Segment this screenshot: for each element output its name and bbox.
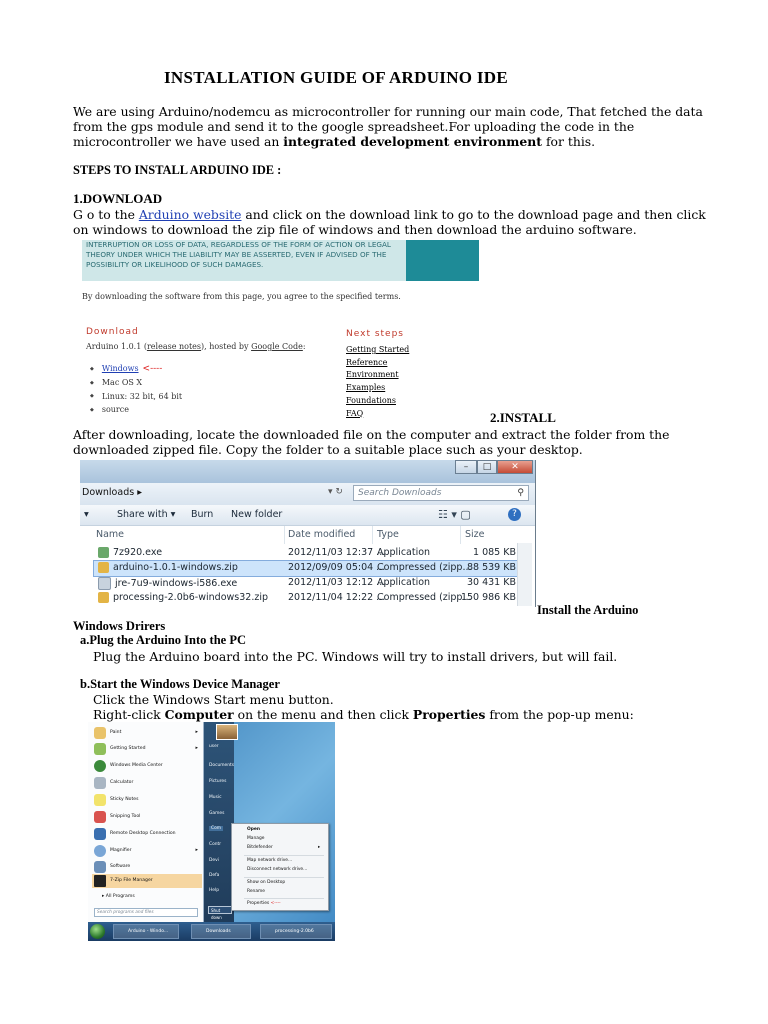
b-computer: Computer xyxy=(164,707,234,722)
place-pictures[interactable]: Pictures xyxy=(209,779,227,784)
start-item-software[interactable] xyxy=(92,860,202,874)
start-item-label: Magnifier xyxy=(110,848,132,853)
submenu-arrow-icon: ▸ xyxy=(195,729,198,735)
start-item-label: Sticky Notes xyxy=(110,797,139,802)
start-item-label: Paint xyxy=(110,730,122,735)
intro-bold: integrated development environment xyxy=(283,134,543,149)
start-menu-places xyxy=(204,722,234,922)
intro-paragraph xyxy=(73,104,713,149)
explorer-toolbar xyxy=(80,505,535,526)
maximize-button[interactable]: □ xyxy=(477,460,497,474)
start-item-label: Remote Desktop Connection xyxy=(110,831,176,836)
start-item-getting-started[interactable] xyxy=(92,742,202,756)
start-item-label: 7-Zip File Manager xyxy=(110,878,153,883)
license-line: POSSIBILITY OR LIKELIHOOD OF SUCH DAMAGES. xyxy=(86,260,264,269)
download-linux[interactable]: ◆ Linux: 32 bit, 64 bit xyxy=(90,390,182,404)
download-macos[interactable]: ◆ Mac OS X xyxy=(90,376,182,390)
red-arrow: <---- xyxy=(270,901,281,906)
remote-desktop-icon xyxy=(94,828,106,840)
file-name xyxy=(98,577,237,590)
file-date: 2012/11/03 12:12 ... xyxy=(288,577,386,588)
window-titlebar xyxy=(80,460,535,483)
minimize-button[interactable]: – xyxy=(455,460,477,474)
start-item-remote-desktop[interactable] xyxy=(92,827,202,841)
ctx-properties[interactable] xyxy=(247,901,281,906)
next-steps-heading: Next steps xyxy=(346,329,404,339)
download-options-list xyxy=(90,362,182,417)
file-size: 1 085 KB xyxy=(473,547,516,558)
agree-text: By downloading the software from this page, you agree to the specified terms. xyxy=(82,292,401,301)
file-name-text: 7z920.exe xyxy=(113,547,163,558)
submenu-arrow-icon: ▸ xyxy=(195,847,198,853)
refresh-icon[interactable]: ▾ ↻ xyxy=(328,487,343,497)
download-heading: 1.DOWNLOAD xyxy=(73,191,163,206)
ctx-rename[interactable]: Rename xyxy=(247,889,266,894)
all-programs-text: All Programs xyxy=(105,894,135,899)
install-heading: 2.INSTALL xyxy=(490,410,556,425)
snipping-tool-icon xyxy=(94,811,106,823)
help-icon[interactable]: ? xyxy=(508,508,521,521)
shutdown-button[interactable]: Shut down xyxy=(208,906,232,914)
column-type[interactable]: Type xyxy=(377,529,399,540)
version-mid: ), hosted by xyxy=(201,342,252,351)
ctx-disconnect-drive[interactable]: Disconnect network drive... xyxy=(247,867,308,872)
start-item-sticky-notes[interactable] xyxy=(92,793,202,807)
column-divider xyxy=(372,526,373,544)
file-name-text: jre-7u9-windows-i586.exe xyxy=(115,578,238,589)
search-input[interactable] xyxy=(353,485,529,501)
file-name xyxy=(98,592,268,603)
ctx-show-desktop[interactable]: Show on Desktop xyxy=(247,880,286,885)
organize-chevron-icon[interactable]: ▾ xyxy=(84,509,89,520)
user-avatar xyxy=(216,724,238,740)
next-step-link[interactable]: Examples xyxy=(346,383,386,393)
next-step-link[interactable]: FAQ xyxy=(346,408,364,418)
file-row[interactable] xyxy=(94,576,518,591)
download-page-screenshot xyxy=(82,240,482,425)
place-defaults[interactable]: Defa xyxy=(209,873,220,878)
ctx-map-drive[interactable]: Map network drive... xyxy=(247,858,293,863)
7zip-icon xyxy=(94,875,106,887)
file-row[interactable] xyxy=(94,591,518,606)
intro-text: We are using Arduino/nodemcu as microcontroller for running our main code, That fetched the data from the gps module and send it to the google spreadsheet.For uploading the code in the microcontroller we have used an xyxy=(73,104,703,149)
file-name-text: processing-2.0b6-windows32.zip xyxy=(113,592,268,603)
column-date[interactable]: Date modified xyxy=(288,529,356,540)
menu-divider xyxy=(244,877,324,878)
b-mid: on the menu and then click xyxy=(233,707,413,722)
place-help[interactable]: Help xyxy=(209,888,220,893)
place-control-panel[interactable]: Contr xyxy=(209,842,222,847)
next-steps-list xyxy=(346,344,409,420)
start-item-label: Snipping Tool xyxy=(110,814,141,819)
download-paragraph xyxy=(73,207,713,237)
download-post: and click on the download link to go to the download page and then click on windows to download the zip file of windows and then download the arduino software. xyxy=(73,207,706,237)
release-notes-link[interactable]: release notes xyxy=(146,342,201,351)
start-menu-programs xyxy=(88,722,204,922)
place-computer[interactable]: Com xyxy=(211,826,222,831)
sticky-notes-icon xyxy=(94,794,106,806)
file-type: Application xyxy=(377,577,431,588)
file-date: 2012/11/03 12:37 ... xyxy=(288,547,386,558)
ctx-open[interactable]: Open xyxy=(247,827,260,832)
start-item-label: Calculator xyxy=(110,780,134,785)
start-item-paint[interactable] xyxy=(92,726,202,740)
arduino-website-link[interactable]: Arduino website xyxy=(138,207,242,222)
start-menu-screenshot xyxy=(88,722,335,941)
menu-divider xyxy=(244,898,324,899)
scrollbar[interactable] xyxy=(517,543,532,606)
place-games[interactable]: Games xyxy=(209,811,225,816)
close-button[interactable]: ✕ xyxy=(497,460,533,474)
exe-icon xyxy=(98,547,109,558)
red-arrow: <---- xyxy=(142,364,163,374)
file-name xyxy=(98,547,162,558)
step-b-text-1: Click the Windows Start menu button. xyxy=(93,692,334,707)
file-type: Compressed (zipp... xyxy=(377,562,472,573)
start-item-label: Getting Started xyxy=(110,746,146,751)
version-line xyxy=(86,342,306,351)
paint-icon xyxy=(94,727,106,739)
all-programs[interactable] xyxy=(92,890,202,904)
file-type: Compressed (zipp... xyxy=(377,592,472,603)
start-item-snipping-tool[interactable] xyxy=(92,810,202,824)
download-windows[interactable] xyxy=(90,362,182,376)
drivers-heading-part1: Install the Arduino xyxy=(537,603,639,617)
submenu-arrow-icon: ▸ xyxy=(195,745,198,751)
column-headers xyxy=(80,526,535,544)
next-step-link[interactable]: Getting Started xyxy=(346,345,410,354)
intro-end: for this. xyxy=(542,134,596,149)
column-name[interactable]: Name xyxy=(96,529,125,540)
ctx-properties-label: Properties xyxy=(247,901,270,906)
column-divider xyxy=(284,526,285,544)
new-folder-button[interactable]: New folder xyxy=(231,509,283,520)
computer-context-menu xyxy=(231,823,329,911)
file-row-selected[interactable] xyxy=(94,561,518,576)
file-name xyxy=(98,562,238,573)
version-end: : xyxy=(302,342,306,351)
step-a-text: Plug the Arduino board into the PC. Windows will try to install drivers, but will fail. xyxy=(93,649,618,664)
license-banner xyxy=(82,240,479,281)
place-devices[interactable]: Devi xyxy=(209,858,219,863)
breadcrumb[interactable]: Downloads ▸ xyxy=(82,487,142,498)
magnifier-icon xyxy=(94,845,106,857)
download-source[interactable]: ◆ source xyxy=(90,403,182,417)
file-row[interactable] xyxy=(94,546,518,561)
getting-started-icon xyxy=(94,743,106,755)
file-size: 30 431 KB xyxy=(466,577,516,588)
windows-link[interactable]: Windows xyxy=(101,364,139,373)
views-icon[interactable]: ☷ ▾ ▢ xyxy=(438,508,471,521)
media-center-icon xyxy=(94,760,106,772)
place-documents[interactable]: Documents xyxy=(209,763,235,768)
software-icon xyxy=(94,861,106,873)
google-code-link[interactable]: Google Code xyxy=(251,342,303,351)
drivers-heading-part2: Windows Drirers xyxy=(73,619,166,633)
zip-icon xyxy=(98,562,109,573)
license-text xyxy=(82,240,406,281)
place-music[interactable]: Music xyxy=(209,795,222,800)
zip-icon xyxy=(98,592,109,603)
ctx-bitdefender[interactable]: Bitdefender xyxy=(247,845,273,850)
column-size[interactable]: Size xyxy=(465,529,485,540)
file-date: 2012/11/04 12:22 ... xyxy=(288,592,386,603)
step-b-text-2 xyxy=(93,707,634,722)
address-bar xyxy=(80,483,535,506)
file-name-text: arduino-1.0.1-windows.zip xyxy=(113,562,238,573)
search-icon: ⚲ xyxy=(517,488,524,498)
download-pre: G o to the xyxy=(73,207,139,222)
taskbar-button-downloads[interactable]: Downloads xyxy=(191,924,251,939)
column-divider xyxy=(460,526,461,544)
search-placeholder: Search Downloads xyxy=(358,488,442,498)
taskbar xyxy=(88,922,335,941)
ctx-manage[interactable]: Manage xyxy=(247,836,265,841)
taskbar-button-processing[interactable]: processing-2.0b6 xyxy=(260,924,332,939)
start-item-calculator[interactable] xyxy=(92,776,202,790)
next-step-link[interactable]: Environment xyxy=(346,370,399,380)
next-step-link[interactable]: Reference xyxy=(346,357,388,367)
b-end: from the pop-up menu: xyxy=(485,707,634,722)
page-title: INSTALLATION GUIDE OF ARDUINO IDE xyxy=(164,68,508,87)
install-paragraph: After downloading, locate the downloaded file on the computer and extract the folder from the downloaded zipped file. Copy the folder to a suitable place such as your desktop. xyxy=(73,427,670,457)
taskbar-button-arduino[interactable]: Arduino - Windo... xyxy=(113,924,179,939)
download-section-heading: Download xyxy=(86,327,139,337)
start-orb-icon[interactable] xyxy=(90,924,105,939)
calculator-icon xyxy=(94,777,106,789)
start-item-label: Software xyxy=(110,864,131,869)
burn-button[interactable]: Burn xyxy=(191,509,214,520)
next-step-link[interactable]: Foundations xyxy=(346,395,396,405)
place-user[interactable]: user xyxy=(209,744,219,749)
file-size: 88 539 KB xyxy=(466,562,516,573)
menu-divider xyxy=(244,855,324,856)
file-size: 150 986 KB xyxy=(460,592,516,603)
installer-icon xyxy=(98,577,111,590)
start-item-magnifier[interactable] xyxy=(92,844,202,858)
version-pre: Arduino 1.0.1 ( xyxy=(86,342,147,351)
license-line: INTERRUPTION OR LOSS OF DATA, REGARDLESS OF THE FORM OF ACTION OR LEGAL xyxy=(86,240,391,249)
license-line: THEORY UNDER WHICH THE LIABILITY MAY BE ASSERTED, EVEN IF ADVISED OF THE xyxy=(86,250,387,259)
start-item-7zip[interactable] xyxy=(92,874,202,888)
explorer-screenshot xyxy=(80,460,536,607)
file-type: Application xyxy=(377,547,431,558)
start-search-input[interactable]: Search programs and files xyxy=(94,908,198,917)
all-programs-label: ▸ All Programs xyxy=(102,894,135,899)
b-properties: Properties xyxy=(412,707,486,722)
steps-heading: STEPS TO INSTALL ARDUINO IDE : xyxy=(73,163,282,177)
step-a-heading: a.Plug the Arduino Into the PC xyxy=(80,633,246,647)
start-item-media-center[interactable] xyxy=(92,759,202,773)
file-date: 2012/09/09 05:04 ... xyxy=(288,562,386,573)
b-pre: Right-click xyxy=(93,707,165,722)
share-with-button[interactable]: Share with ▾ xyxy=(117,509,176,520)
step-b-heading: b.Start the Windows Device Manager xyxy=(80,677,280,691)
submenu-arrow-icon: ▸ xyxy=(318,845,321,850)
start-item-label: Windows Media Center xyxy=(110,763,163,768)
